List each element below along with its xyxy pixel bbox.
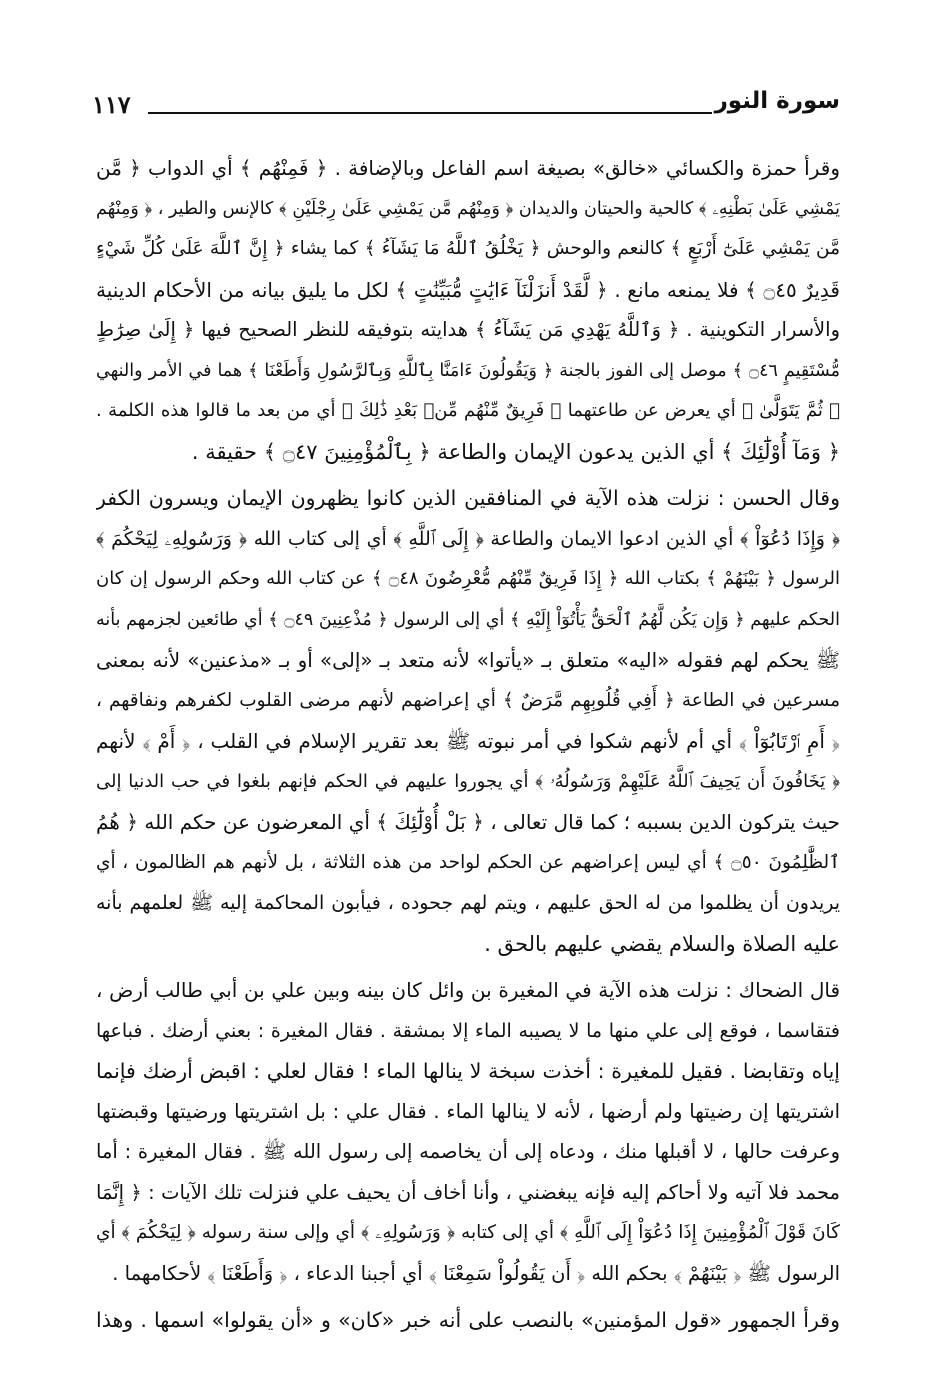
text-line: عليه الصلاة والسلام يقضي عليهم بالحق . <box>484 931 840 956</box>
page-header <box>92 88 840 128</box>
text-line: إياه وتقابضا . فقيل للمغيرة : أخذت سبخة لا ينالها الماء ! فقال لعلي : اقبض أرضك فإنما <box>96 1059 840 1083</box>
text-line: الرسول ﷺ ﴿ بَيْنَهُمْ ﴾ بحكم الله ﴿ أَن يَقُولُواْ سَمِعْنَا ﴾ أي أجبنا الدعاء ، ﴿ وَأَطَعْنَا ﴾ لأحكامهما . <box>112 1261 840 1285</box>
text-line: ﴿ أَمِ ٱرْتَابُوٓاْ ﴾ أي أم لأنهم شكوا في أمر نبوته ﷺ بعد تقرير الإسلام في القلب ، ﴿ أَمْ ﴾ لأنهم <box>96 729 840 753</box>
text-line: وقرأ الجمهور «قول المؤمنين» بالنصب على أنه خبر «كان» و «أن يقولوا» اسمها . وهذا <box>96 1308 840 1332</box>
text-line: فتقاسما ، فوقع إلى علي منها ما لا يصيبه الماء إلا بمشقة . فقال المغيرة : بعني أرضك . فباعها <box>96 1019 840 1042</box>
text-line: ٱلظَّٰلِمُونَ ۝٥٠ ﴾ أي ليس إعراضهم عن الحكم لواحد من هذه الثلاثة ، بل لأنهم هم الظالمون ، أي <box>96 851 840 873</box>
text-line: ﴿ ثُمَّ يَتَوَلَّىٰ ﴾ أي يعرض عن طاعتهما ﴿ فَرِيقٌ مِّنْهُم مِّنۢ بَعْدِ ذَٰلِكَ ﴾ أي من بعد ما قالوا هذه الكلمة . <box>96 400 840 421</box>
text-line: محمد فلا آتيه ولا أحاكم إليه فإنه يبغضني ، وأنا أخاف أن يحيف علي فنزلت تلك الآيات : ﴿ إِنَّمَا <box>96 1180 840 1204</box>
text-line: الرسول ﴿ بَيْنَهُمْ ﴾ بكتاب الله ﴿ إِذَا فَرِيقٌ مِّنْهُم مُّعْرِضُونَ ۝٤٨ ﴾ عن كتاب الله وحكم الرسول إن كان <box>96 568 840 589</box>
text-line: وعرفت حالها ، لا أقبلها منك ، ودعاه إلى أن يخاصمه إلى رسول الله ﷺ . فقال المغيرة : أما <box>96 1140 840 1163</box>
surah-title: سورة النور <box>714 88 840 114</box>
text-line: ﴿ يَخَافُونَ أَن يَحِيفَ ٱللَّهُ عَلَيْهِمْ وَرَسُولُهُۥ ﴾ أي يجوروا عليهم في الحكم فإنهم بلغوا في حب الدنيا إلى <box>96 770 840 792</box>
text-line: ﷺ يحكم لهم فقوله «اليه» متعلق بـ «يأتوا» لأنه متعد بـ «إلى» أو بـ «مذعنين» لأنه بمعنى <box>96 648 840 672</box>
text-line: ﴿ وَمَآ أُوْلَٰٓئِكَ ﴾ أي الذين يدعون الإيمان والطاعة ﴿ بِٱلْمُؤْمِنِينَ ۝٤٧ ﴾ حقيقة . <box>191 439 840 464</box>
text-line: يَمْشِي عَلَىٰ بَطْنِهِۦ ﴾ كالحية والحيتان والديدان ﴿ وَمِنْهُم مَّن يَمْشِي عَلَىٰ رِجْلَيْنِ ﴾ كالإنس والطير ، ﴿ وَمِنْهُم <box>96 198 840 219</box>
text-line: كَانَ قَوْلَ ٱلْمُؤْمِنِينَ إِذَا دُعُوٓاْ إِلَى ٱللَّهِ ﴾ أي إلى كتابه ﴿ وَرَسُولِهِۦ ﴾ أي وإلى سنة رسوله ﴿ لِيَحْكُمَ ﴾ أي <box>96 1222 840 1243</box>
text-line: يريدون أن يظلموا من له الحق عليهم ، ويتم لهم جحوده ، فيأبون المحاكمة إليه ﷺ لعلمهم بأنه <box>96 892 840 914</box>
page-body <box>96 148 840 1341</box>
text-line: قَدِيرٌ ۝٤٥ ﴾ فلا يمنعه مانع . ﴿ لَّقَدْ أَنزَلْنَآ ءَايَٰتٍ مُّبَيِّنَٰتٍ ﴾ لكل ما يليق بيانه من الأحكام الدينية <box>96 277 840 302</box>
text-line: قال الضحاك : نزلت هذه الآية في المغيرة بن وائل كان بينه وبين علي بن أبي طالب أرض ، <box>96 978 840 1002</box>
text-line: اشتريتها إن رضيتها ولم أرضها ، لأنه لا ينالها الماء . فقال علي : بل اشتريتها ورضيتها وقبضتها <box>96 1099 840 1123</box>
text-line: مسرعين في الطاعة ﴿ أَفِي قُلُوبِهِم مَّرَضٌ ﴾ أي إعراضهم لأنهم مرضى القلوب لكفرهم ونفاقهم ، <box>96 689 840 711</box>
text-line: والأسرار التكوينية . ﴿ وَٱللَّهُ يَهْدِي مَن يَشَآءُ ﴾ هدايته بتوفيقه للنظر الصحيح فيها ﴿ إِلَىٰ صِرَٰطٍ <box>96 318 840 341</box>
text-line: الحكم عليهم ﴿ وَإِن يَكُن لَّهُمُ ٱلْحَقُّ يَأْتُوٓاْ إِلَيْهِ ﴾ أي إلى الرسول ﴿ مُذْعِنِينَ ۝٤٩ ﴾ أي طائعين لجزمهم بأنه <box>96 609 840 630</box>
paragraph <box>96 478 840 964</box>
paragraph <box>96 970 840 1294</box>
header-rule <box>148 112 712 114</box>
text-line: ﴿ وَإِذَا دُعُوٓاْ ﴾ أي الذين ادعوا الايمان والطاعة ﴿ إِلَى ٱللَّهِ ﴾ أي إلى كتاب الله ﴿ وَرَسُولِهِۦ لِيَحْكُمَ ﴾ <box>96 527 840 550</box>
text-line: مَّن يَمْشِي عَلَىٰٓ أَرْبَعٍ ﴾ كالنعم والوحش ﴿ يَخْلُقُ ٱللَّهُ مَا يَشَآءُ ﴾ كما يشاء ﴿ إِنَّ ٱللَّهَ عَلَىٰ كُلِّ شَيْءٍ <box>96 238 840 259</box>
text-line: مُّسْتَقِيمٍ ۝٤٦ ﴾ موصل إلى الفوز بالجنة ﴿ وَيَقُولُونَ ءَامَنَّا بِٱللَّهِ وَبِٱلرَّسُولِ وَأَطَعْنَا ﴾ هما في الأمر والنهي <box>96 360 840 381</box>
page-number: ١١٧ <box>92 90 131 119</box>
text-line: حيث يتركون الدين بسببه ؛ كما قال تعالى ، ﴿ بَلْ أُوْلَٰٓئِكَ ﴾ أي المعرضون عن حكم الله ﴿ هُمُ <box>96 810 840 834</box>
text-line: وقال الحسن : نزلت هذه الآية في المنافقين الذين كانوا يظهرون الإيمان ويسرون الكفر <box>96 486 840 510</box>
paragraph <box>96 1300 840 1341</box>
text-line: وقرأ حمزة والكسائي «خالق» بصيغة اسم الفاعل وبالإضافة . ﴿ فَمِنْهُم ﴾ أي الدواب ﴿ مَّن <box>96 156 840 180</box>
paragraph <box>96 148 840 472</box>
